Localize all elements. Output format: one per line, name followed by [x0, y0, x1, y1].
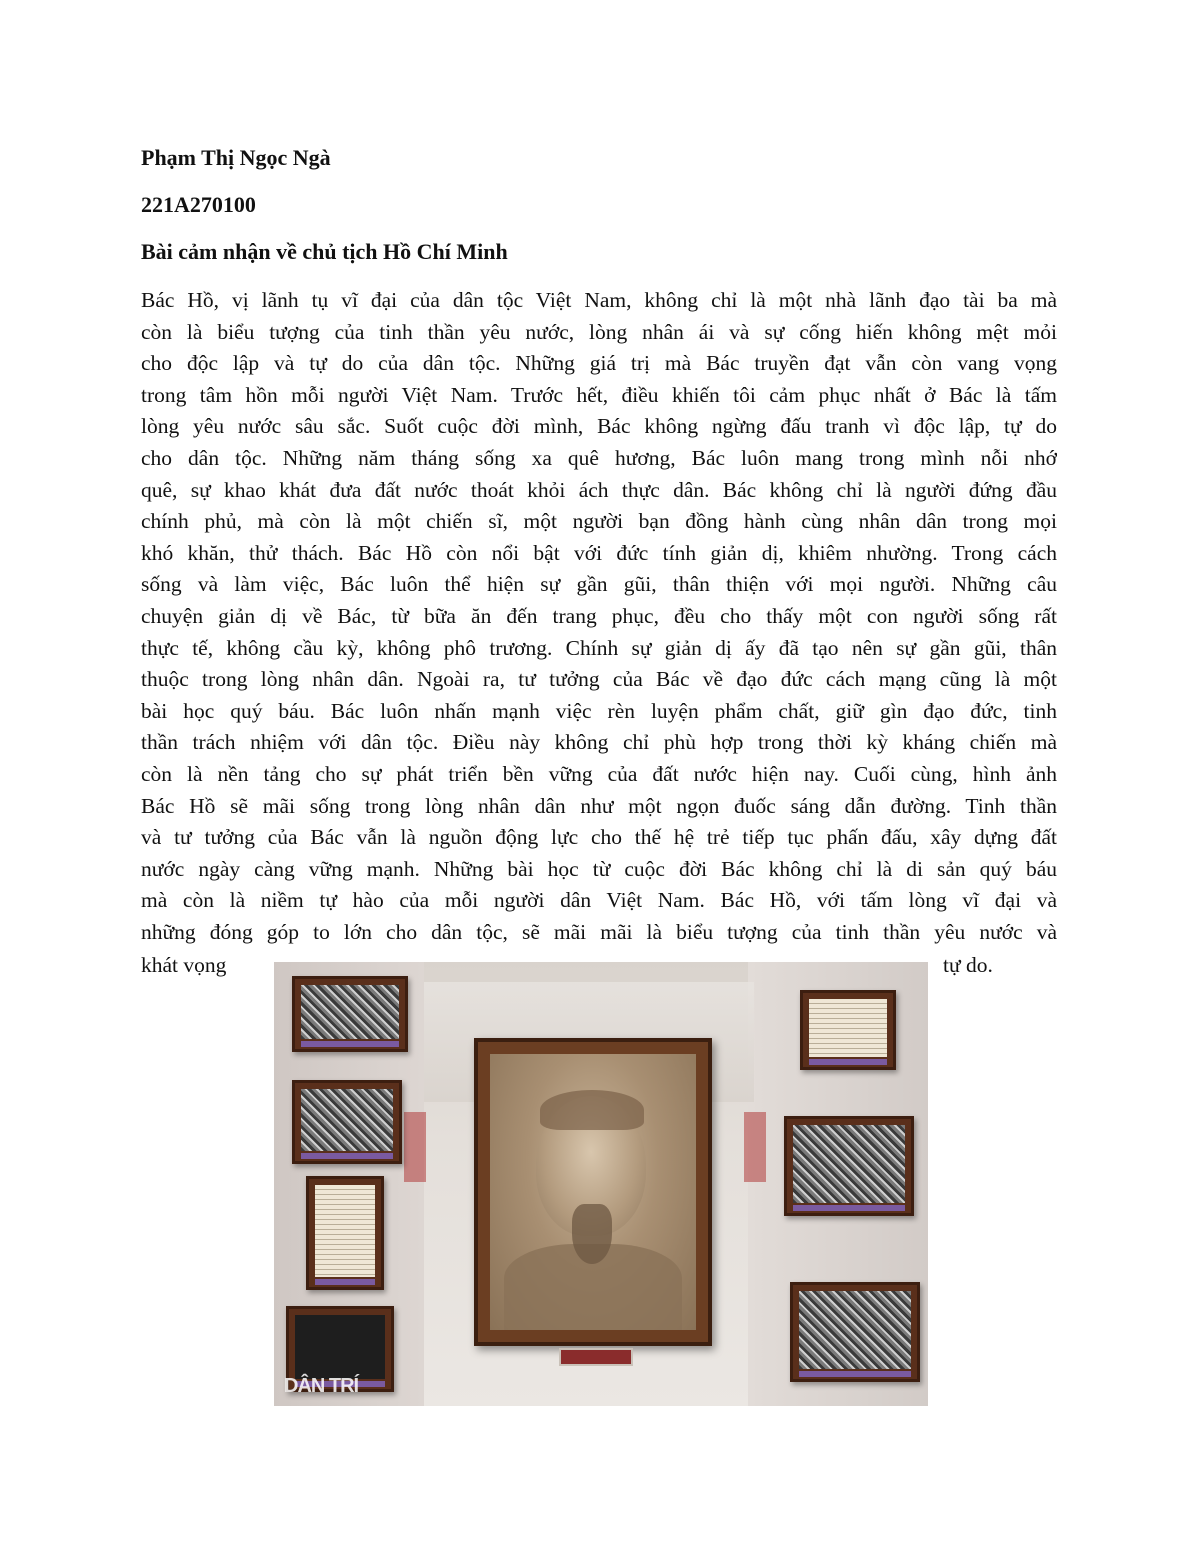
- essay-line: và tư tưởng của Bác vẫn là nguồn động lực cho thế hệ trẻ tiếp tục phấn đấu, xây dựng đất: [141, 825, 1057, 850]
- essay-line: khó khăn, thử thách. Bác Hồ còn nổi bật với đức tính giản dị, khiêm nhường. Trong cách: [141, 540, 1057, 565]
- essay-line: Bác Hồ sẽ mãi sống trong lòng nhân dân như một ngọn đuốc sáng dẫn đường. Tinh thần: [141, 793, 1057, 818]
- essay-line: chuyện giản dị về Bác, từ bữa ăn đến trang phục, đều cho thấy một con người sống rất: [141, 604, 1057, 628]
- student-id: 221A270100: [141, 192, 256, 217]
- essay-line: trong tâm hồn mỗi người Việt Nam. Trước hết, điều khiến tôi cảm phục nhất ở Bác là tấm: [141, 382, 1057, 407]
- essay-line: cho độc lập và tự do của dân tộc. Những giá trị mà Bác truyền đạt vẫn còn vang vọng: [141, 351, 1057, 376]
- essay-line: quê, sự khao khát đưa đất nước thoát khỏi ách thực dân. Bác không chỉ là người đứng đầu: [141, 477, 1057, 502]
- essay-line: bài học quý báu. Bác luôn nhấn mạnh việc rèn luyện phẩm chất, giữ gìn đạo đức, tinh: [141, 698, 1057, 723]
- essay-line: những đóng góp to lớn cho dân tộc, sẽ mãi mãi là biểu tượng của tinh thần yêu nước và: [141, 920, 1057, 944]
- last-line-end: tự do.: [943, 953, 993, 977]
- museum-photo: [274, 962, 928, 1406]
- essay-line: thực tế, không cầu kỳ, không phô trương. Chính sự giản dị ấy đã tạo nên sự gần gũi, thân: [141, 635, 1057, 660]
- last-line-start: khát vọng: [141, 953, 227, 977]
- watermark-logo: DÂN TRÍ: [284, 1375, 359, 1397]
- essay-title: Bài cảm nhận về chủ tịch Hồ Chí Minh: [141, 239, 508, 264]
- portrait-frame: [474, 1038, 712, 1346]
- essay-line: Bác Hồ, vị lãnh tụ vĩ đại của dân tộc Việt Nam, không chỉ là một nhà lãnh đạo tài ba mà: [141, 288, 1057, 312]
- portrait-plaque: [559, 1348, 633, 1366]
- essay-line: chính phủ, mà còn là một chiến sĩ, một người bạn đồng hành cùng nhân dân trong mọi: [141, 509, 1057, 534]
- essay-line: mà còn là niềm tự hào của mỗi người dân Việt Nam. Bác Hồ, với tấm lòng vĩ đại và: [141, 888, 1057, 913]
- framed-photo: [790, 1282, 920, 1382]
- essay-line: cho dân tộc. Những năm tháng sống xa quê hương, Bác luôn mang trong mình nỗi nhớ: [141, 446, 1057, 470]
- essay-line: thần trách nhiệm với dân tộc. Điều này không chỉ phù hợp trong thời kỳ kháng chiến mà: [141, 730, 1057, 755]
- essay-line: còn là biểu tượng của tinh thần yêu nước, lòng nhân ái và sự cống hiến không mệt mỏi: [141, 319, 1057, 344]
- framed-document: [800, 990, 896, 1070]
- framed-document: [306, 1176, 384, 1290]
- author-name: Phạm Thị Ngọc Ngà: [141, 145, 331, 170]
- essay-line: thuộc trong lòng nhân dân. Ngoài ra, tư tưởng của Bác về đạo đức cách mạng cũng là một: [141, 667, 1057, 692]
- framed-photo: [784, 1116, 914, 1216]
- essay-line: sống và làm việc, Bác luôn thể hiện sự gần gũi, thân thiện với mọi người. Những câu: [141, 572, 1057, 597]
- portrait-artwork: [490, 1054, 696, 1330]
- framed-photo: [292, 1080, 402, 1164]
- essay-line: nước ngày càng vững mạnh. Những bài học từ cuộc đời Bác không chỉ là di sản quý báu: [141, 856, 1057, 881]
- essay-line: còn là nền tảng cho sự phát triển bền vững của đất nước hiện nay. Cuối cùng, hình ảnh: [141, 762, 1057, 786]
- essay-line: lòng yêu nước sâu sắc. Suốt cuộc đời mình, Bác không ngừng đấu tranh vì độc lập, tự do: [141, 414, 1057, 439]
- framed-photo: [292, 976, 408, 1052]
